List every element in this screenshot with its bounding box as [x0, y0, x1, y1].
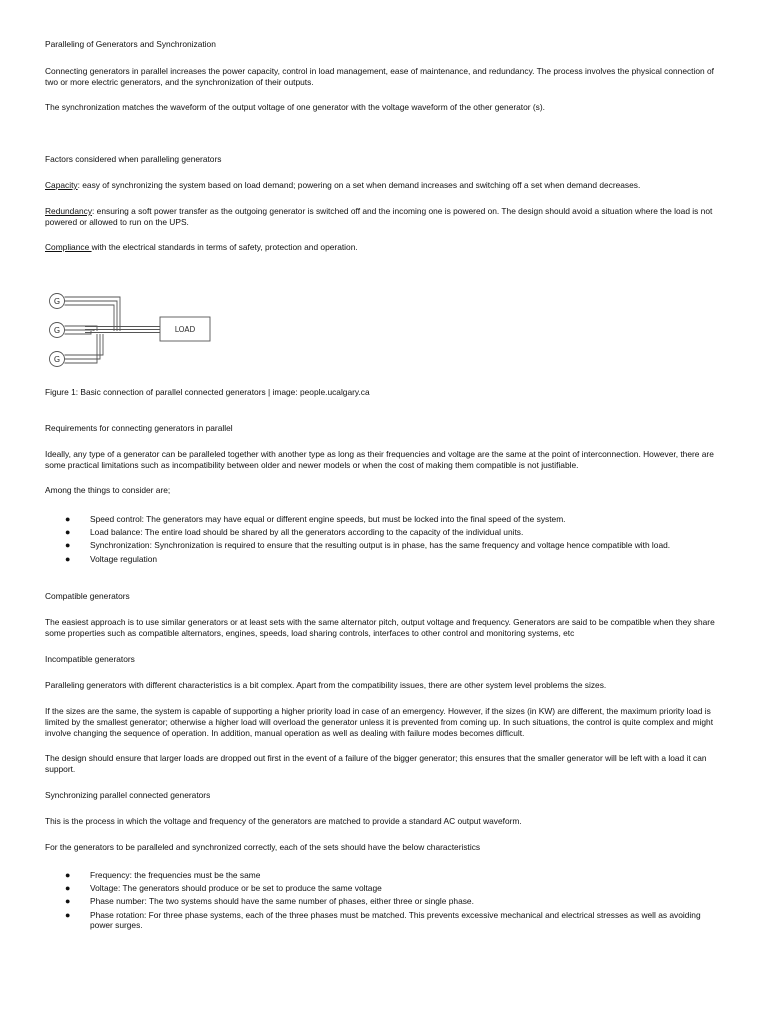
factors-heading: Factors considered when paralleling generators [45, 154, 222, 164]
generator-connection-diagram [45, 288, 220, 370]
synchronization-definition: The synchronization matches the waveform of the output voltage of one generator with the voltage waveform of the other generator (s). [45, 102, 545, 112]
bullet-icon: ● [65, 527, 71, 538]
list-item: ● Voltage regulation [65, 553, 158, 564]
synchronizing-paragraph-1: This is the process in which the voltage and frequency of the generators are matched to provide a standard AC output waveform. [45, 816, 522, 826]
characteristics-list [45, 870, 725, 933]
list-item: ● Phase rotation: For three phase systems, each of the three phases must be matched. This prevents excessive mechanical and electrical stresses as well as avoiding power surges. [65, 909, 701, 931]
generator-1-label: G [53, 297, 61, 306]
consider-intro: Among the things to consider are; [45, 485, 171, 495]
compliance-paragraph [45, 242, 725, 253]
bullet-icon: ● [65, 870, 71, 880]
synchronizing-heading: Synchronizing parallel connected generators [45, 790, 211, 800]
incompatible-paragraph-3: The design should ensure that larger loads are dropped out first in the event of a failure of the bigger generator; this ensures that the smaller generator will be left with a load it can support. [45, 753, 707, 774]
capacity-term: Capacity [45, 180, 78, 190]
synchronizing-paragraph-2: For the generators to be paralleled and synchronized correctly, each of the sets should have the below characteristics [45, 842, 481, 852]
generator-3-label: G [53, 355, 61, 364]
list-item: ● Synchronization: Synchronization is required to ensure that the resulting output is in phase, has the same frequency and voltage hence compatible with load. [65, 540, 671, 551]
generator-2-label: G [53, 326, 61, 335]
incompatible-paragraph-2: If the sizes are the same, the system is capable of supporting a higher priority load in case of an emergency. However, if the sizes (in KW) are different, the maximum priority load is limited by the smallest generator; otherwise a higher load will overload the generator unless it is prevented from coming up. In such situations, the control is quite complex and might involve changing the sequence of operation. In addition, manual operation as well as dealing with failure modes becomes difficult. [45, 706, 714, 738]
bullet-icon: ● [65, 553, 71, 564]
redundancy-paragraph [45, 206, 725, 228]
load-label: LOAD [174, 325, 196, 334]
capacity-paragraph [45, 180, 725, 191]
redundancy-term: Redundancy [45, 206, 93, 216]
capacity-text: : easy of synchronizing the system based on load demand; powering on a set when demand increases and switching off a set when demand decreases. [77, 180, 641, 190]
compatible-paragraph: The easiest approach is to use similar generators or at least sets with the same alternator pitch, output voltage and frequency. Generators are said to be compatible when they share some properties such as compatible alternators, engines, speeds, load sharing controls, interfaces to other control and monitoring systems, etc [45, 617, 715, 638]
bullet-icon: ● [65, 896, 71, 907]
bullet-icon: ● [65, 514, 71, 524]
incompatible-heading: Incompatible generators [45, 654, 135, 664]
list-item: ● Speed control: The generators may have equal or different engine speeds, but must be locked into the final speed of the system. [65, 514, 566, 524]
incompatible-paragraph-1: Paralleling generators with different characteristics is a bit complex. Apart from the compatibility issues, there are other system level problems the sizes. [45, 680, 607, 690]
list-item: ● Frequency: the frequencies must be the same [65, 870, 261, 880]
bullet-icon: ● [65, 540, 71, 551]
redundancy-text: : ensuring a soft power transfer as the outgoing generator is switched off and the incoming one is powered on. The design should avoid a situation where the load is not powered or allowed to run on the UPS. [45, 206, 713, 227]
consider-list [45, 514, 725, 567]
list-item: ● Phase number: The two systems should have the same number of phases, either three or single phase. [65, 896, 474, 907]
bullet-icon: ● [65, 909, 71, 920]
bullet-icon: ● [65, 883, 71, 894]
requirements-heading: Requirements for connecting generators in parallel [45, 423, 233, 433]
document-title: Paralleling of Generators and Synchronization [45, 39, 216, 49]
compliance-text: with the electrical standards in terms of safety, protection and operation. [91, 242, 358, 252]
list-item: ● Voltage: The generators should produce or be set to produce the same voltage [65, 883, 382, 894]
requirements-paragraph: Ideally, any type of a generator can be paralleled together with another type as long as their frequencies and voltage are the same at the point of interconnection. However, there are some practical limitations such as incompatibility between older and newer models or when the cost of making them compatible is not justifiable. [45, 449, 714, 470]
compliance-term: Compliance [45, 242, 92, 252]
list-item: ● Load balance: The entire load should be shared by all the generators according to the capacity of the individual units. [65, 527, 524, 538]
figure-caption: Figure 1: Basic connection of parallel connected generators | image: people.ucalgary.ca [45, 387, 370, 397]
compatible-heading: Compatible generators [45, 591, 130, 601]
intro-paragraph: Connecting generators in parallel increases the power capacity, control in load management, ease of maintenance, and redundancy. The process involves the physical connection of two or more electric generators, and the synchronization of their outputs. [45, 66, 714, 87]
